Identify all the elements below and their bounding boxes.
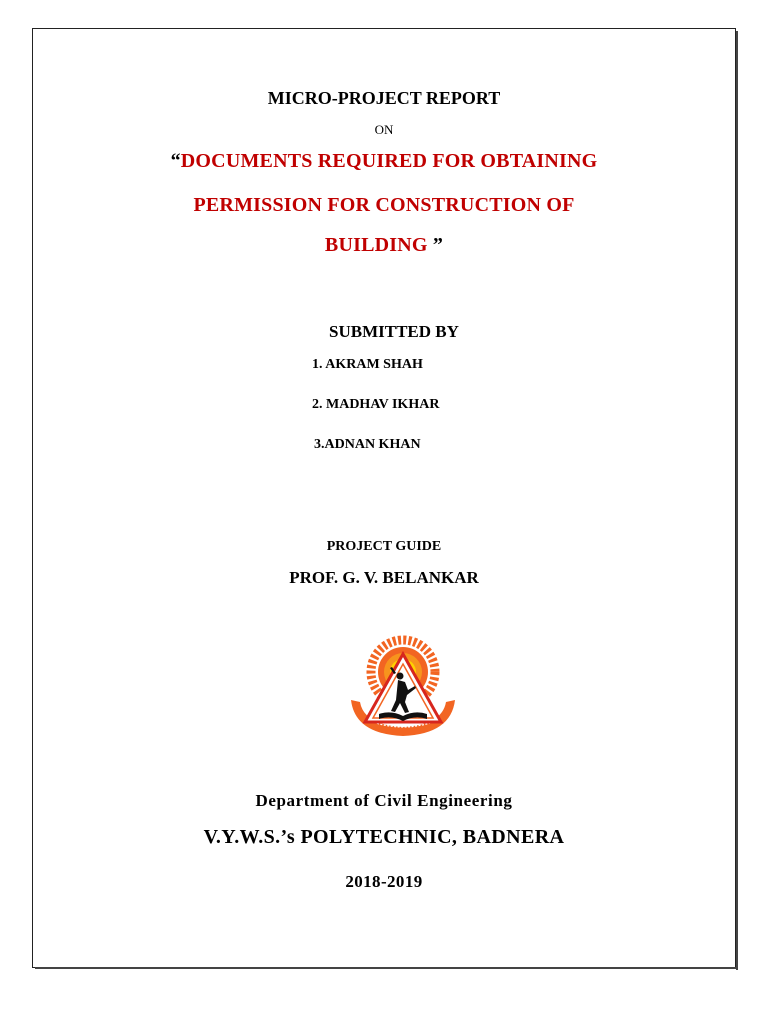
department-name: Department of Civil Engineering	[255, 791, 513, 810]
project-guide-name: PROF. G. V. BELANKAR	[289, 568, 479, 587]
college-name: V.Y.W.S.’s POLYTECHNIC, BADNERA	[203, 826, 565, 848]
member-item: 3.ADNAN KHAN	[314, 437, 421, 452]
report-title-line-1	[0, 150, 768, 173]
member-item: 1. AKRAM SHAH	[312, 357, 423, 372]
report-title-line-2: PERMISSION FOR CONSTRUCTION OF	[193, 194, 575, 216]
open-quote: “	[170, 150, 181, 172]
report-title-line-3	[0, 234, 768, 257]
close-quote: ”	[427, 234, 444, 256]
title-text-3: BUILDING	[324, 234, 428, 256]
academic-year: 2018-2019	[345, 872, 423, 891]
on-label: ON	[374, 122, 394, 137]
institution-emblem-icon	[345, 630, 461, 742]
project-guide-label: PROJECT GUIDE	[326, 539, 442, 554]
report-heading: MICRO-PROJECT REPORT	[267, 88, 501, 108]
title-text-1: DOCUMENTS REQUIRED FOR OBTAINING	[180, 150, 598, 172]
page-border-shadow-bottom	[35, 967, 738, 969]
submitted-by-label: SUBMITTED BY	[329, 322, 459, 341]
member-item: 2. MADHAV IKHAR	[312, 397, 440, 412]
